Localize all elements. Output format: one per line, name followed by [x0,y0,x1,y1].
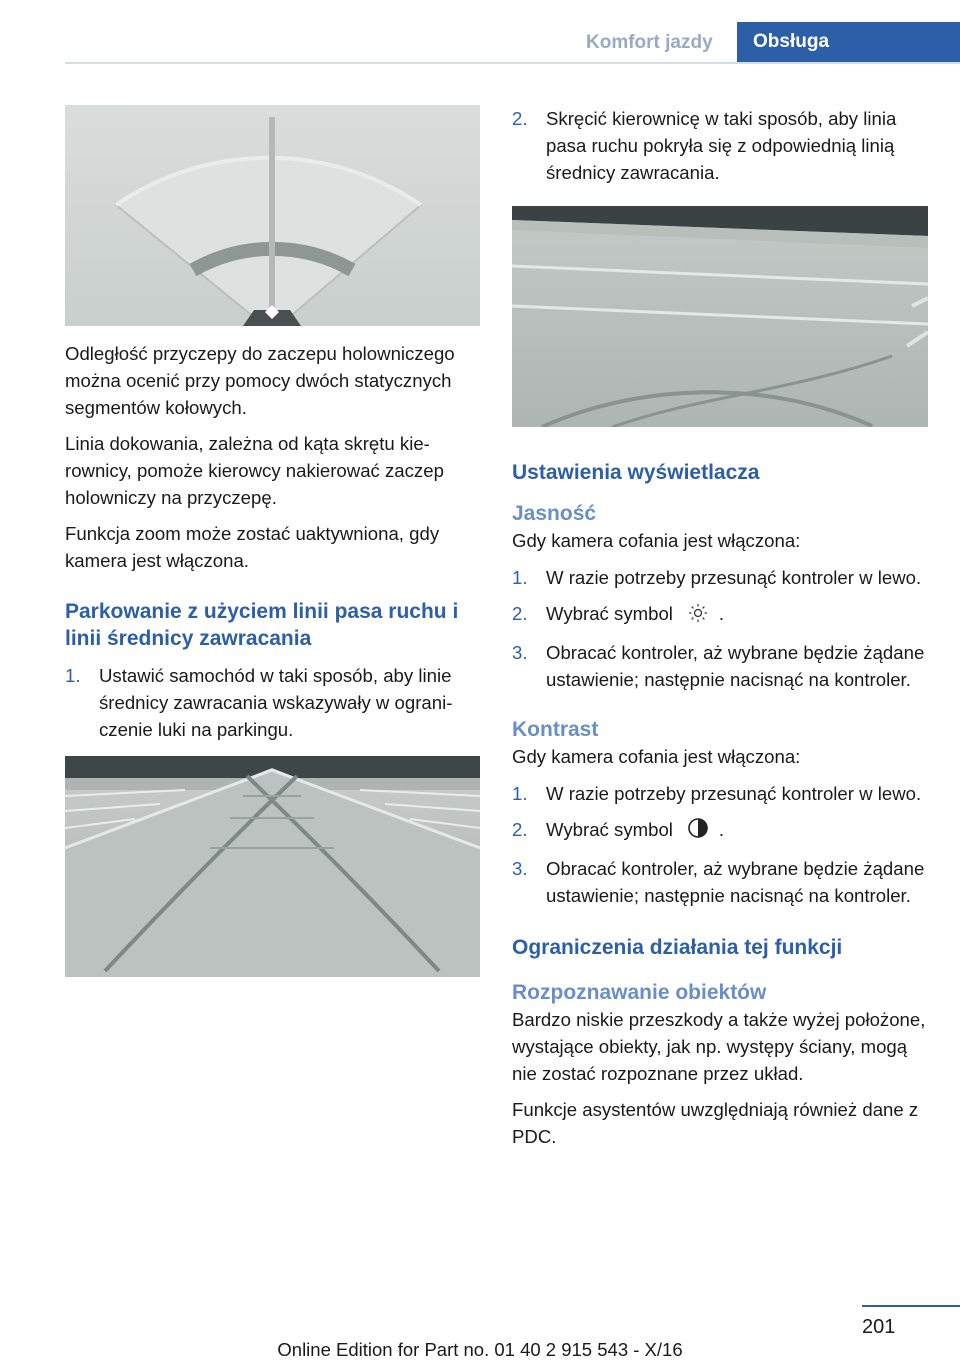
section-heading: Parkowanie z użyciem linii pasa ruchu i linii średnicy zawracania [65,600,459,650]
section-heading: Ustawienia wyświetlacza [512,461,760,484]
paragraph: Funkcje asystentów uwzględniają również dane z PDC. [512,1099,919,1147]
step-number: 3. [512,642,528,663]
paragraph: Linia dokowania, zależna od kąta skrętu kierownicy, pomoże kierowcy nakierować zaczep holowniczy na przyczepę. [65,433,444,508]
step-text-end: . [718,603,725,624]
list-item [65,662,480,743]
header-section: Komfort jazdy [586,32,713,53]
step-text: Obracać kontroler, aż wybrane będzie żądane ustawienie; następnie nacisnąć na kontroler. [546,858,925,906]
paragraph: Bardzo niskie przeszkody a także wyżej położone, wystające obiekty, jak np. występy ściany, mogą nie zostać rozpoznane przez układ. [512,1009,926,1084]
step-number: 3. [512,858,528,879]
step-text: Skręcić kierownicę w taki sposób, aby linia pasa ruchu pokryła się z odpowiednią linią średnicy zawracania. [546,108,897,183]
lane-overlay-image [512,206,928,427]
page-number: 201 [862,1316,896,1338]
step-number: 2. [512,108,528,129]
paragraph: Odległość przyczepy do zaczepu holowniczego można ocenić przy pomocy dwóch statycznych segmentów kołowych. [65,343,455,418]
step-number: 1. [65,665,81,686]
sun-icon [687,603,709,630]
step-text: Obracać kontroler, aż wybrane będzie żądane ustawienie; następnie nacisnąć na kontroler. [546,642,925,690]
section-heading: Ograniczenia działania tej funkcji [512,936,843,959]
step-text: W razie potrzeby przesunąć kontroler w lewo. [546,567,922,588]
step-text: W razie potrzeby przesunąć kontroler w lewo. [546,783,922,804]
list-item [512,564,928,591]
subsection-heading: Rozpoznawanie obiektów [512,981,767,1004]
paragraph: Funkcja zoom może zostać uaktywniona, gdy kamera jest włączona. [65,523,440,571]
steps-list [512,105,928,186]
turning-radius-lines-image [65,756,480,977]
list-item [512,780,928,807]
step-text-end: . [718,819,725,840]
list-item [512,855,928,909]
subsection-heading: Jasność [512,502,597,525]
step-text: Ustawić samochód w taki sposób, aby linie średnicy zawracania wskazywały w ograniczenie luki na parkingu. [99,665,453,740]
step-text: Wybrać symbol [546,819,673,840]
paragraph: Gdy kamera cofania jest włączona: [512,746,801,767]
step-number: 2. [512,603,528,624]
list-item [512,600,928,630]
trailer-coupling-gauge-image [65,105,480,326]
step-number: 1. [512,783,528,804]
header-rule [65,62,960,64]
contrast-steps [512,780,928,909]
list-item [512,639,928,693]
step-number: 2. [512,819,528,840]
list-item [512,816,928,846]
edition-footer: Online Edition for Part no. 01 40 2 915 543 - X/16 [277,1339,683,1360]
page-number-rule [862,1305,960,1307]
steps-list [65,662,480,743]
right-column [512,105,928,1159]
step-text: Wybrać symbol [546,603,673,624]
step-number: 1. [512,567,528,588]
header-chapter-tab: Obsługa [737,22,960,62]
left-column [65,105,480,977]
list-item [512,105,928,186]
paragraph: Gdy kamera cofania jest włączona: [512,530,801,551]
brightness-steps [512,564,928,693]
contrast-icon [687,817,709,846]
subsection-heading: Kontrast [512,718,599,741]
